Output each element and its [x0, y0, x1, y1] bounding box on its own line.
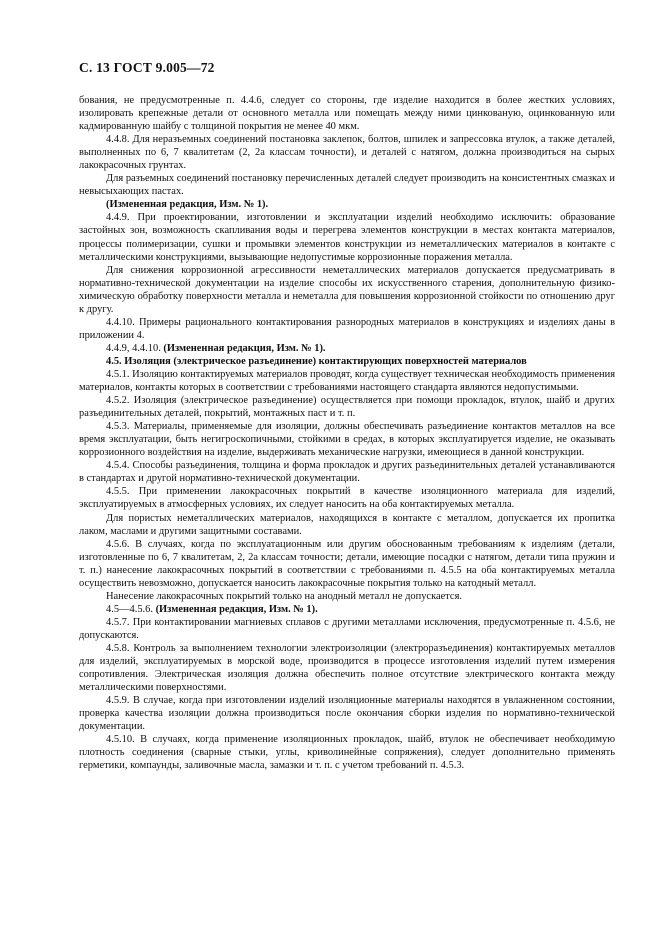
amendment-note: (Измененная редакция, Изм. № 1). [155, 603, 318, 615]
paragraph: Для пористых неметаллических материалов, находящихся в контакте с металлом, допускается их пропитка лаком, маслами и другими защитными составами. [79, 512, 615, 537]
paragraph: 4.5.7. При контактировании магниевых сплавов с другими металлами исключения, предусмотренные п. 4.5.6, не допускаются. [79, 616, 615, 641]
paragraph: Для разъемных соединений постановку перечисленных деталей следует производить на консистентных смазках и невысыхающих пастах. [79, 173, 615, 198]
paragraph: бования, не предусмотренные п. 4.4.6, следует со стороны, где изделие находится в более жестких условиях, изолировать крепежные детали от основного металла или помещать между ними цинкованую, оцинкованную или кадмированную шайбу с толщиной покрытия не менее 40 мкм. [79, 95, 615, 133]
paragraph: 4.5.10. В случаях, когда применение изоляционных прокладок, шайб, втулок не обеспечивает необходимую плотность соединения (сварные стыки, углы, криволинейные сопряжения), следует дополнительно применять герметики, компаунды, заливочные масла, замазки и т. п. с учетом требований п. 4.5.3. [79, 734, 615, 772]
paragraph: 4.4.8. Для неразъемных соединений постановка заклепок, болтов, шпилек и запрессовка втулок, а также деталей, выполненных по 6, 7 квалитетам (2, 2а классам точности), и деталей с натягом, должна производиться на сырых лакокрасочных грунтах. [79, 134, 615, 172]
amendment-note: (Измененная редакция, Изм. № 1). [106, 199, 269, 211]
page-header: С. 13 ГОСТ 9.005—72 [79, 60, 215, 75]
paragraph: 4.5.3. Материалы, применяемые для изоляции, должны обеспечивать разъединение контактов металлов на все время эксплуатации, быть негигроскопичными, стойкими в средах, в которых эксплуатируется изделие, не оказывать коррозионного воздействия на изделие, выдерживать механические нагрузки, имеющиеся в данной конструкции. [79, 421, 615, 459]
paragraph: Для снижения коррозионной агрессивности неметаллических материалов допускается предусматривать в нормативно-технической документации на изделие способы их искусственного старения, дополнительную физико-химическую обработку поверхности металла и неметалла для повышения коррозионной стойкости по отношению друг к другу. [79, 264, 615, 315]
paragraph: 4.5.9. В случае, когда при изготовлении изделий изоляционные материалы находятся в увлажненном состоянии, проверка качества изоляции должна производиться после окончания сборки изделия по нормативно-технической документации. [79, 695, 615, 733]
paragraph: 4.5.5. При применении лакокрасочных покрытий в качестве изоляционного материала для изделий, эксплуатируемых в атмосферных условиях, их следует наносить на оба контактируемых металла. [79, 486, 615, 511]
clause-range: 4.4.9, 4.4.10. [106, 342, 161, 354]
amendment-line [79, 603, 615, 616]
paragraph: 4.5.6. В случаях, когда по эксплуатационным или другим обоснованным требованиям к изделиям (детали, изготовленные по 6, 7 квалитетам, 2, 2а классам точности; детали, имеющие посадки с натягом, детали типа пружин и т. п.) нанесение лакокрасочных покрытий в соответствии с требованиями п. 4.5.5 на оба контактируемых металла осуществить невозможно, допускается наносить лакокрасочные покрытия только на катодный металл. [79, 538, 615, 589]
paragraph: 4.5.1. Изоляцию контактируемых материалов проводят, когда существует техническая необходимость применения материалов, контакты которых в соответствии с требованиями настоящего стандарта являются недопустимыми. [79, 368, 615, 394]
paragraph: 4.5.2. Изоляция (электрическое разъединение) осуществляется при помощи прокладок, втулок, шайб и других разъединительных деталей, покрытий, монтажных паст и т. п. [79, 395, 615, 420]
paragraph: 4.4.9. При проектировании, изготовлении и эксплуатации изделий необходимо исключить: образование застойных зон, возможность скапливания воды и перегрева элементов конструкции в местах контакта материалов, процессы полимеризации, сушки и промывки элементов конструкции из неметаллических материалов в контакте с металлическими конструкциями, вызывающие недопустимые коррозионные поражения металла. [79, 212, 615, 263]
paragraph: 4.4.10. Примеры рационального контактирования разнородных материалов в конструкциях и изделиях даны в приложении 4. [79, 316, 615, 341]
clause-range: 4.5—4.5.6. [106, 603, 153, 615]
paragraph: 4.5.8. Контроль за выполнением технологии электроизоляции (электроразъединения) контактируемых металлов для изделий, эксплуатируемых в морской воде, производится в процессе изготовления изделий путем измерения сопротивления. Электрическая изоляция должна обеспечить полное отсутствие электрического контакта между металлическими поверхностями. [79, 642, 615, 694]
paragraph: 4.5.4. Способы разъединения, толщина и форма прокладок и других разъединительных деталей устанавливаются в стандартах и другой нормативно-технической документации. [79, 460, 615, 485]
document-body [79, 94, 615, 772]
section-heading: 4.5. Изоляция (электрическое разъединение) контактирующих поверхностей материалов [106, 355, 527, 367]
paragraph: Нанесение лакокрасочных покрытий только на анодный металл не допускается. [106, 590, 462, 602]
amendment-line [79, 342, 615, 355]
amendment-note: (Измененная редакция, Изм. № 1). [163, 342, 326, 354]
